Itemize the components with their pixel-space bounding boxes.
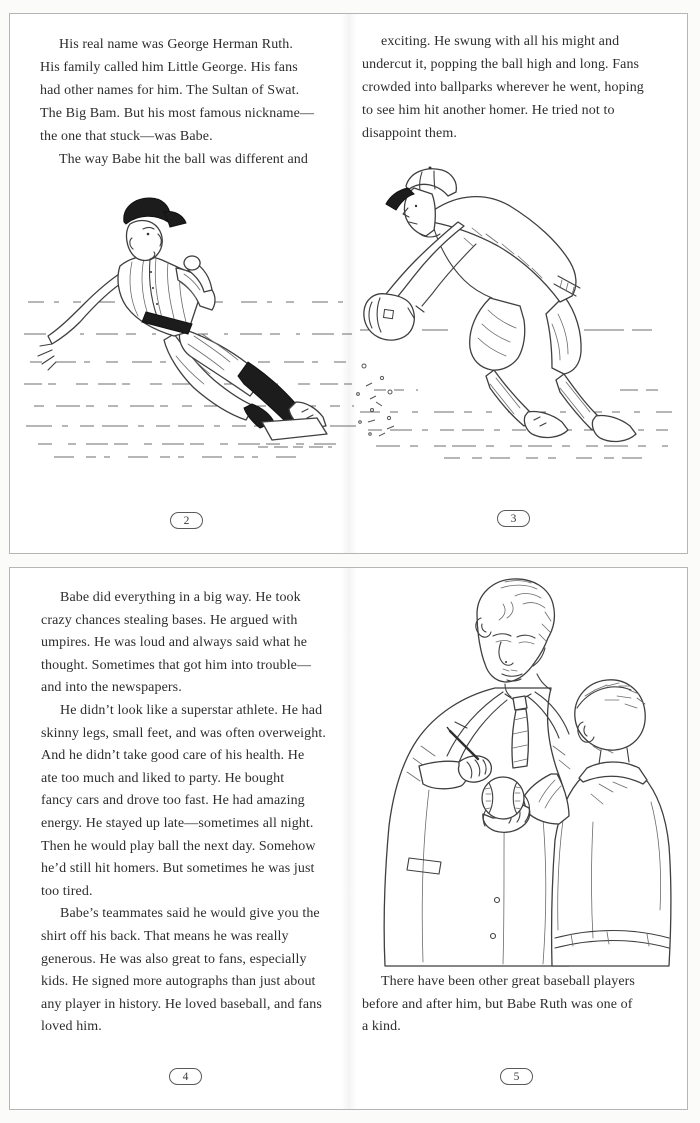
text-line: The Big Bam. But his most famous nickname—: [40, 106, 315, 121]
paragraph: [362, 971, 662, 1039]
paragraph: [41, 700, 343, 903]
boy-figure: [552, 680, 671, 966]
text-line: disappoint them.: [362, 126, 457, 141]
page-number-badge: [169, 1068, 202, 1085]
dust-splash: [357, 364, 394, 436]
text-line: generous. He was also great to fans, especially: [41, 951, 307, 967]
page-5-text: [362, 971, 662, 1039]
text-line: crowded into ballparks wherever he went, hoping: [362, 80, 644, 95]
text-line: a kind.: [362, 1019, 401, 1035]
page-3-text: [362, 30, 662, 145]
page-2-text: [40, 33, 342, 171]
text-line: There have been other great baseball players: [381, 974, 635, 989]
page-number-badge: [497, 510, 530, 527]
page-number-badge: [500, 1068, 533, 1085]
sliding-player-figure: [38, 198, 326, 428]
page-4-text: [41, 587, 343, 1039]
text-line: Babe’s teammates said he would give you the: [60, 906, 320, 922]
text-line: And he didn’t take good care of his health. He: [41, 748, 305, 764]
text-line: thought. Sometimes that got him into trouble—: [41, 657, 312, 673]
text-line: Babe did everything in a big way. He took: [60, 590, 301, 605]
text-line: undercut it, popping the ball high and long. Fans: [362, 57, 640, 72]
book-spread-top: [9, 13, 688, 554]
text-line: ate too much and liked to party. He bought: [41, 770, 285, 786]
page-number-badge: [170, 512, 203, 529]
page-number: 5: [513, 1070, 520, 1083]
text-line: to see him hit another homer. He tried not to: [362, 103, 615, 118]
babe-signing-figure: [384, 688, 577, 966]
text-line: he’d still hit homers. But sometimes he was just: [41, 861, 315, 877]
signing-baseball-illustration: [355, 570, 689, 968]
text-line: His real name was George Herman Ruth.: [59, 37, 293, 52]
text-line: exciting. He swung with all his might and: [381, 34, 620, 49]
text-line: before and after him, but Babe Ruth was one of: [362, 996, 633, 1012]
text-line: fancy cars and drove too fast. He had amazing: [41, 793, 305, 809]
text-line: the one that stuck—was Babe.: [40, 129, 213, 144]
book-spread-bottom: [9, 567, 688, 1110]
sliding-into-base-illustration: [24, 164, 679, 466]
text-line: The way Babe hit the ball was different and: [59, 152, 308, 167]
fielder-figure: [364, 167, 636, 442]
text-line: had other names for him. The Sultan of Swat.: [40, 83, 300, 98]
text-line: any player in history. He loved baseball, and fans: [41, 996, 322, 1012]
text-line: kids. He signed more autographs than just about: [41, 974, 316, 990]
text-line: skinny legs, small feet, and was often overweight.: [41, 725, 326, 741]
text-line: crazy chances stealing bases. He argued with: [41, 612, 298, 628]
paragraph: [41, 903, 343, 1039]
text-line: Then he would play ball the next day. Somehow: [41, 838, 316, 854]
text-line: His family called him Little George. His fans: [40, 60, 298, 75]
text-line: loved him.: [41, 1019, 102, 1035]
text-line: umpires. He was loud and always said what he: [41, 635, 308, 651]
page-number: 2: [183, 514, 190, 527]
text-line: and into the newspapers.: [41, 680, 182, 696]
text-line: shirt off his back. That means he was really: [41, 928, 289, 944]
text-line: too tired.: [41, 883, 93, 899]
page-number: 3: [510, 512, 517, 525]
text-line: energy. He stayed up late—sometimes all night.: [41, 815, 314, 831]
paragraph: [40, 33, 342, 148]
paragraph: [362, 30, 662, 145]
paragraph: [41, 587, 343, 700]
text-line: He didn’t look like a superstar athlete. He had: [60, 702, 323, 718]
page-number: 4: [182, 1070, 189, 1083]
